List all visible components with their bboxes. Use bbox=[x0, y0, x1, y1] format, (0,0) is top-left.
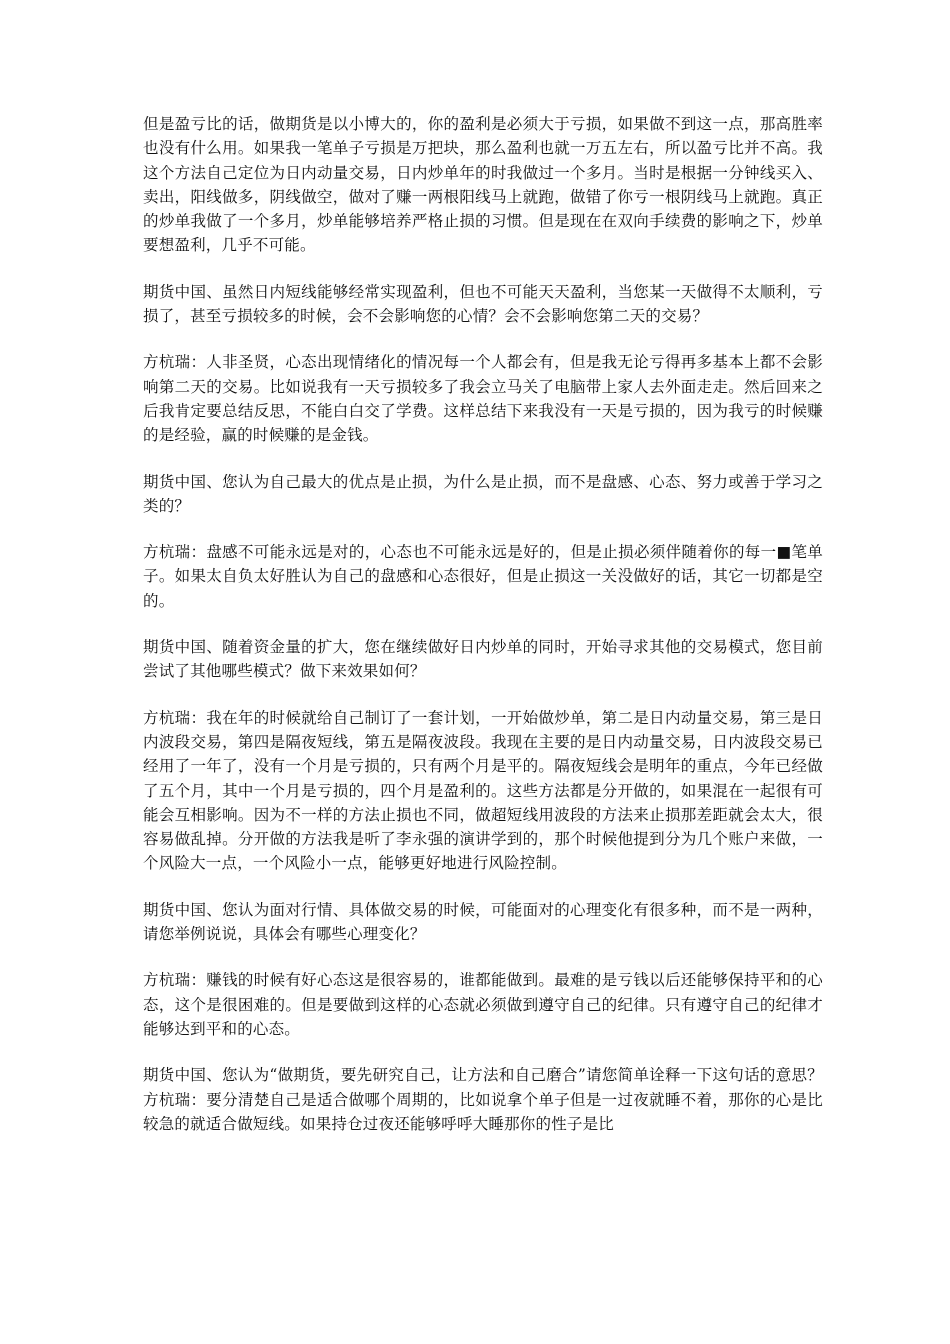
paragraph-question-losing-day: 期货中国、虽然日内短线能够经常实现盈利，但也不可能天天盈利，当您某一天做得不太顺利，亏损了，甚至亏损较多的时候，会不会影响您的心情？会不会影响您第二天的交易？ bbox=[143, 282, 823, 326]
paragraph-answer-losing-day: 方杭瑞：人非圣贤，心态出现情绪化的情况每一个人都会有，但是我无论亏得再多基本上都不会影响第二天的交易。比如说我有一天亏损较多了我会立马关了电脑带上家人去外面走走。然后回来之后我肯定要总结反思，不能白白交了学费。这样总结下来我没有一天是亏损的，因为我亏的时候赚的是经验，赢的时候赚的是金钱。 bbox=[143, 353, 823, 445]
paragraph-answer-stop-loss: 方杭瑞：盘感不可能永远是对的，心态也不可能永远是好的，但是止损必须伴随着你的每一■笔单子。如果太自负太好胜认为自己的盘感和心态很好，但是止损这一关没做好的话，其它一切都是空的。 bbox=[143, 543, 823, 610]
paragraph-question-study-yourself: 期货中国、您认为“做期货，要先研究自己，让方法和自己磨合”请您简单诠释一下这句话的意思？方杭瑞：要分清楚自己是适合做哪个周期的，比如说拿个单子但是一过夜就睡不着，那你的心是比较急的就适合做短线。如果持仓过夜还能够呼呼大睡那你的性子是比 bbox=[143, 1066, 823, 1133]
paragraph-question-stop-loss: 期货中国、您认为自己最大的优点是止损，为什么是止损，而不是盘感、心态、努力或善于学习之类的？ bbox=[143, 472, 823, 515]
paragraph-question-other-modes: 期货中国、随着资金量的扩大，您在继续做好日内炒单的同时，开始寻求其他的交易模式，您目前尝试了其他哪些模式？做下来效果如何？ bbox=[143, 638, 823, 681]
paragraph-question-psychology: 期货中国、您认为面对行情、具体做交易的时候，可能面对的心理变化有很多种，而不是一两种，请您举例说说，具体会有哪些心理变化？ bbox=[143, 900, 823, 944]
paragraph-answer-psychology: 方杭瑞：赚钱的时候有好心态这是很容易的，谁都能做到。最难的是亏钱以后还能够保持平和的心态，这个是很困难的。但是要做到这样的心态就必须做到遵守自己的纪律。只有遵守自己的纪律才能够达到平和的心态。 bbox=[143, 971, 823, 1038]
document-body bbox=[143, 112, 823, 1158]
paragraph-profit-loss-ratio: 但是盈亏比的话，做期货是以小博大的，你的盈利是必须大于亏损，如果做不到这一点，那高胜率也没有什么用。如果我一笔单子亏损是万把块，那么盈利也就一万五左右，所以盈亏比并不高。我这个方法自己定位为日内动量交易，日内炒单年的时我做过一个多月。当时是根据一分钟线买入、卖出，阳线做多，阴线做空，做对了赚一两根阳线马上就跑，做错了你亏一根阴线马上就跑。真正的炒单我做了一个多月，炒单能够培养严格止损的习惯。但是现在在双向手续费的影响之下，炒单要想盈利，几乎不可能。 bbox=[143, 115, 823, 255]
paragraph-answer-other-modes: 方杭瑞：我在年的时候就给自己制订了一套计划，一开始做炒单，第二是日内动量交易，第三是日内波段交易，第四是隔夜短线，第五是隔夜波段。我现在主要的是日内动量交易，日内波段交易已经用了一年了，没有一个月是亏损的，只有两个月是平的。隔夜短线会是明年的重点，今年已经做了五个月，其中一个月是亏损的，四个月是盈利的。这些方法都是分开做的，如果混在一起很有可能会互相影响。因为不一样的方法止损也不同，做超短线用波段的方法来止损那差距就会太大，很容易做乱掉。分开做的方法我是听了李永强的演讲学到的，那个时候他提到分为几个账户来做，一个风险大一点，一个风险小一点，能够更好地进行风险控制。 bbox=[143, 708, 823, 873]
